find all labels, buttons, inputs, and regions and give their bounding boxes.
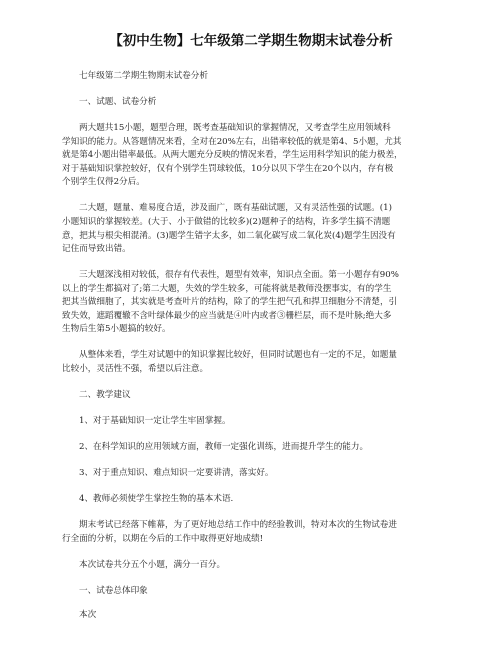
- paragraph-line: 就是第4小题出错率最低。从两大题充分反映的情况来看，学生运用科学知识的能力极差，: [62, 150, 403, 161]
- paragraph-line: 致失效，遮蹈覆辙不含叶绿体最少的应当就是④叶内或者③栅栏层，而不是叶脉;绝大多: [62, 310, 392, 321]
- paragraph-3: [62, 269, 444, 337]
- paragraph-line: 以上的学生都搞对了;第二大题，失效的学生较多，可能将就是教师没摆事实，有的学生: [62, 283, 392, 294]
- suggestion-item: 4、教师必须使学生掌控生物的基本术语.: [79, 493, 234, 504]
- paragraph-1: [62, 122, 444, 190]
- paragraph-line: 把其当做细胞了，其实就是考查叶片的结构，除了的学生把气孔和捍卫细胞分不清楚，引: [62, 297, 398, 308]
- paragraph-2: [62, 202, 444, 256]
- suggestion-item: 3、对于重点知识、难点知识一定要讲清，落实好。: [79, 467, 274, 478]
- suggestion-item: 2、在科学知识的应用领域方面，教师一定强化训练，进而提升学生的能力。: [79, 442, 369, 452]
- paragraph-line: 二大题，题量、难易度合适，涉及面广，既有基础试题，又有灵活性强的试题。(1): [79, 203, 392, 214]
- paragraph-line: 两大题共15小题，题型合理，既考查基础知识的掌握情况，又考查学生应用领域科: [79, 122, 391, 133]
- paragraph-line: 学知识的能力。从答题情况来看，全对在20%左右，出错率较低的就是第4、5小题，尤其: [62, 136, 402, 147]
- paragraph-6: 本次试卷共分五个小题，满分一百分。: [79, 559, 226, 570]
- paragraph-line: 生物后生第5小题搞的较好。: [62, 324, 171, 335]
- paragraph-line: 对于基础知识掌控较好，仅有个别学生罚球较低，10分以贝下学生在20个以内，存有极: [62, 163, 394, 174]
- section-heading-suggestions: 二、教学建议: [79, 390, 131, 401]
- section-heading-impression: 一、试卷总体印象: [79, 585, 148, 596]
- paragraph-5: [62, 519, 444, 546]
- paragraph-final: 本次: [79, 610, 97, 621]
- document-subtitle: 七年级第二学期生物期末试卷分析: [79, 71, 208, 81]
- paragraph-line: 比较小，灵活性不强，希望以后注意。: [62, 364, 209, 375]
- paragraph-line: 期末考试已经落下帷幕，为了更好地总结工作中的经验教训，特对本次的生物试卷进: [79, 519, 397, 530]
- document-title: 【初中生物】七年级第二学期生物期末试卷分析: [109, 33, 393, 49]
- paragraph-line: 小题知识的掌握较差。(大于、小于做错的比较多)(2)题种子的结构，许多学生搞不清题: [62, 216, 391, 227]
- paragraph-line: 意，把其与根尖相混淆。(3)题学生错字太多，如二氧化碳写成二氧化炭(4)题学生因没有: [62, 230, 396, 241]
- paragraph-line: 从整体来看，学生对试题中的知识掌握比较好，但同时试题也有一定的不足，如题量: [79, 350, 397, 361]
- paragraph-line: 三大题深浅相对较低，很存有代表性，题型有效率，知识点全面。第一小题存有90%: [79, 270, 399, 281]
- paragraph-4: [62, 349, 444, 376]
- section-heading-analysis: 一、试题、试卷分析: [79, 96, 157, 107]
- suggestion-item: 1、对于基础知识一定让学生牢固掌握。: [79, 416, 231, 427]
- paragraph-line: 行全面的分析，以期在今后的工作中取得更好地成绩!: [62, 533, 264, 544]
- paragraph-line: 个别学生仅得2分后。: [62, 177, 145, 188]
- document-body: [62, 70, 444, 623]
- paragraph-line: 记住而导致出错。: [62, 244, 131, 255]
